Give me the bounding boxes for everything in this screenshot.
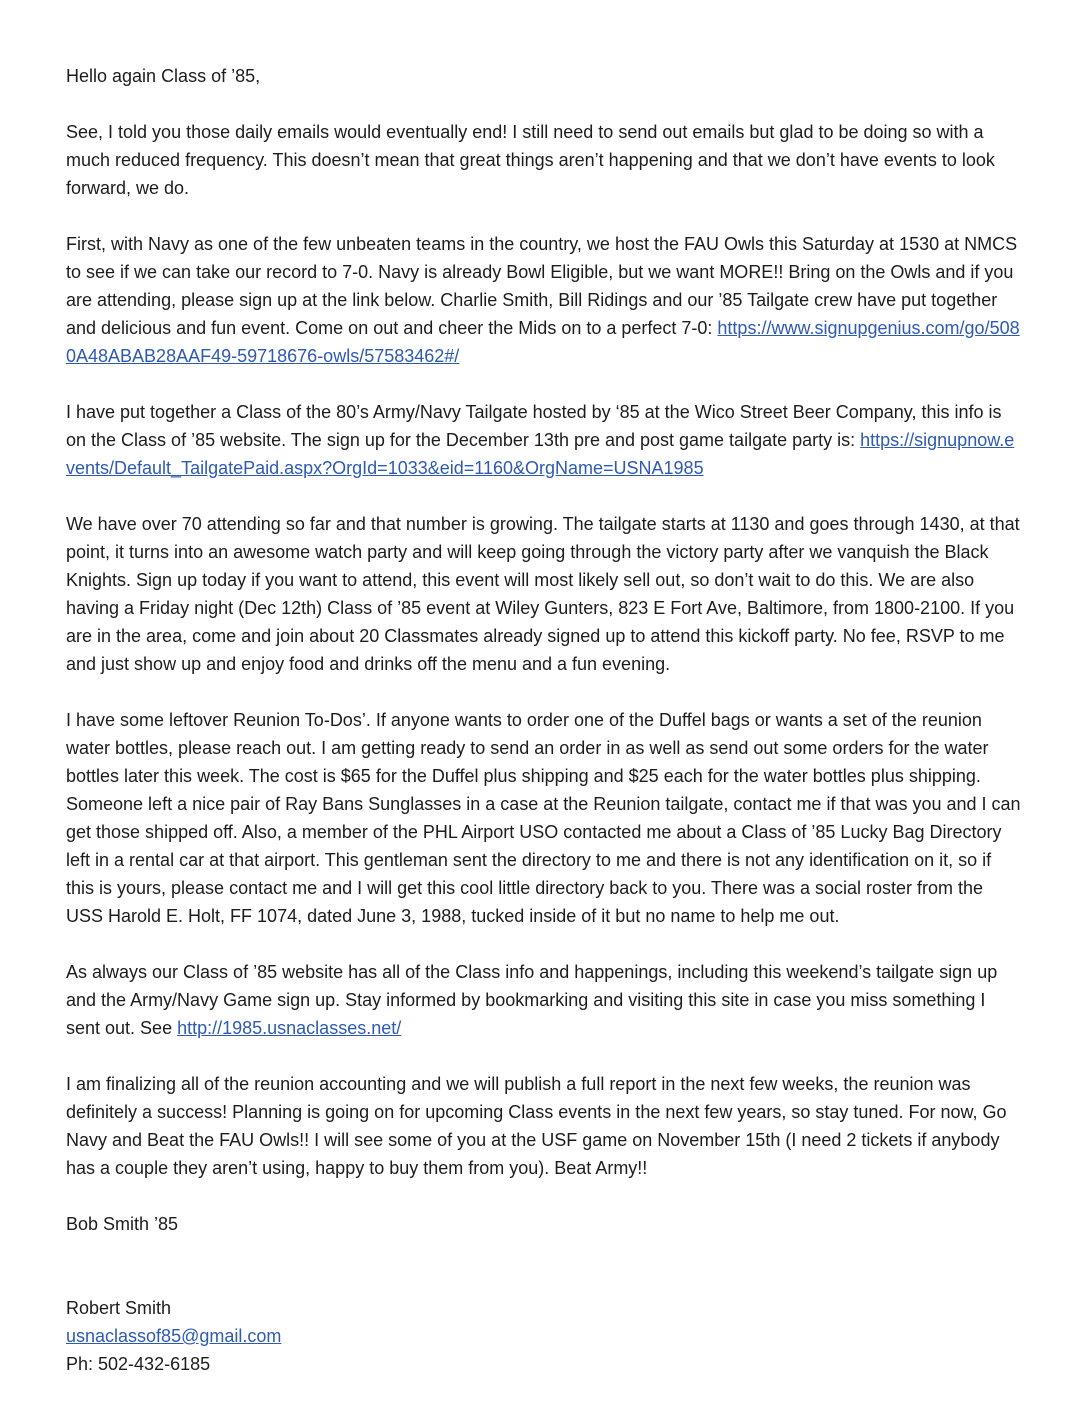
hyperlink[interactable]: https://signupnow.events/Default_TailgatePaid.aspx?OrgId=1033&eid=1160&OrgName=USNA1985 — [66, 430, 1015, 478]
signature-phone: Ph: 502-432-6185 — [66, 1354, 211, 1374]
paragraph-text: First, with Navy as one of the few unbeaten teams in the country, we host the FAU Owls this Saturday at 1530 at NMCS to see if we can take our record to 7-0. Navy is already Bowl Eligible, but we want MORE!! Bring on the Owls and if you are attending, please sign up at the link below. Charlie Smith, Bill Ridings and our ’85 Tailgate crew have put together and delicious and fun event. Come on out and cheer the Mids on to a perfect 7-0: — [66, 234, 1023, 338]
paragraph — [66, 118, 1022, 202]
paragraph — [66, 62, 1022, 90]
paragraph-text: As always our Class of ’85 website has all of the Class info and happenings, including this weekend’s tailgate sign up and the Army/Navy Game sign up. Stay informed by bookmarking and visiting this site in case you miss something I sent out. See — [66, 962, 1003, 1038]
signature-name: Robert Smith — [66, 1298, 172, 1318]
hyperlink[interactable]: https://www.signupgenius.com/go/5080A48ABAB28AAF49-59718676-owls/57583462#/ — [66, 318, 1020, 366]
hyperlink[interactable]: http://1985.usnaclasses.net/ — [177, 1018, 402, 1038]
paragraph-text: See, I told you those daily emails would eventually end! I still need to send out emails but glad to be doing so with a much reduced frequency. This doesn’t mean that great things aren’t happening and that we don’t have events to look forward, we do. — [66, 122, 1000, 198]
paragraph — [66, 230, 1022, 370]
paragraph-text: Hello again Class of ’85, — [66, 66, 261, 86]
signature-block — [66, 1294, 1022, 1378]
paragraph-text: I have some leftover Reunion To-Dos’. If anyone wants to order one of the Duffel bags or wants a set of the reunion water bottles, please reach out. I am getting ready to send an order in as well as send out some orders for the water bottles later this week. The cost is $65 for the Duffel plus shipping and $25 each for the water bottles plus shipping. Someone left a nice pair of Ray Bans Sunglasses in a case at the Reunion tailgate, contact me if that was you and I can get those shipped off. Also, a member of the PHL Airport USO contacted me about a Class of ’85 Lucky Bag Directory left in a rental car at that airport. This gentleman sent the directory to me and there is not any identification on it, so if this is yours, please contact me and I will get this cool little directory back to you. There was a social roster from the USS Harold E. Holt, FF 1074, dated June 3, 1988, tucked inside of it but no name to help me out. — [66, 710, 1026, 926]
paragraph — [66, 1210, 1022, 1238]
signature-email-link[interactable]: usnaclassof85@gmail.com — [66, 1326, 282, 1346]
paragraph — [66, 510, 1025, 678]
paragraph — [66, 706, 1026, 930]
paragraph-text: Bob Smith ’85 — [66, 1214, 179, 1234]
paragraph — [66, 1070, 1022, 1182]
paragraph-text: We have over 70 attending so far and that number is growing. The tailgate starts at 1130 and goes through 1430, at that point, it turns into an awesome watch party and will keep going through the victory party after we vanquish the Black Knights. Sign up today if you want to attend, this event will most likely sell out, so don’t wait to do this. We are also having a Friday night (Dec 12th) Class of ’85 event at Wiley Gunters, 823 E Fort Ave, Baltimore, from 1800-2100. If you are in the area, come and join about 20 Classmates already signed up to attend this kickoff party. No fee, RSVP to me and just show up and enjoy food and drinks off the menu and a fun evening. — [66, 514, 1025, 674]
paragraph — [66, 398, 1022, 482]
paragraph — [66, 958, 1022, 1042]
paragraph-text: I am finalizing all of the reunion accounting and we will publish a full report in the next few weeks, the reunion was definitely a success! Planning is going on for upcoming Class events in the next few years, so stay tuned. For now, Go Navy and Beat the FAU Owls!! I will see some of you at the USF game on November 15th (I need 2 tickets if anybody has a couple they aren’t using, happy to buy them from you). Beat Army!! — [66, 1074, 1012, 1178]
paragraph-text: I have put together a Class of the 80’s Army/Navy Tailgate hosted by ‘85 at the Wico Street Beer Company, this info is on the Class of ’85 website. The sign up for the December 13th pre and post game tailgate party is: — [66, 402, 1007, 450]
letter-body — [66, 62, 1026, 1238]
